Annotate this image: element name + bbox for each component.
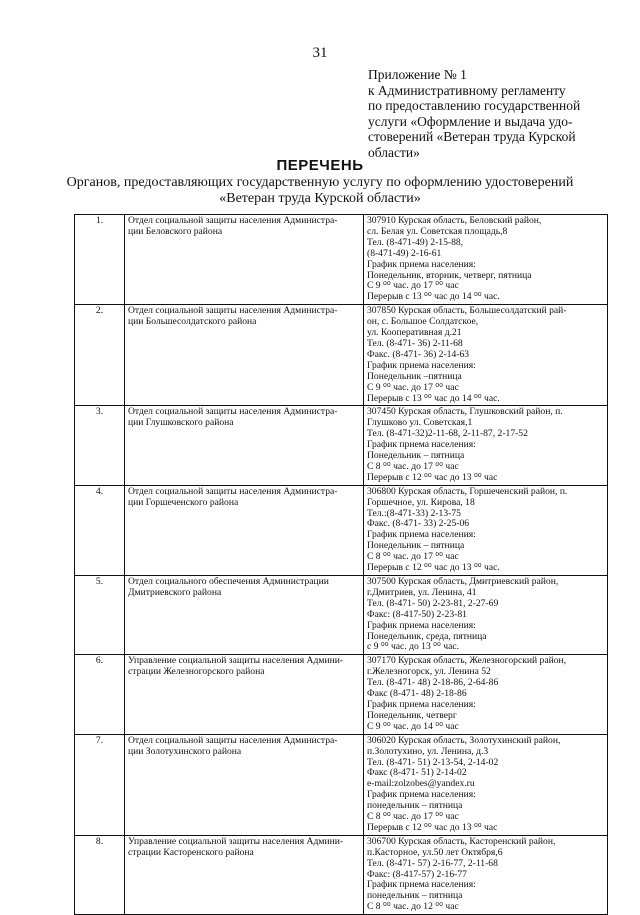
- organization-name-line: Отдел социальной защиты населения Администра-: [128, 215, 338, 226]
- contact-info-line: Факс. (8-471- 36) 2-14-63: [367, 348, 470, 360]
- contact-info: [364, 734, 608, 835]
- contact-info-line: п.Касторное, ул.50 лет Октября,6: [367, 846, 503, 858]
- contact-info-line: г.Дмитриев, ул. Ленина, 41: [367, 586, 477, 598]
- organization-name-line: Отдел социальной защиты населения Администра-: [128, 305, 338, 317]
- table-row: [75, 305, 608, 406]
- contact-info-line: ул. Кооперативная д.21: [367, 327, 462, 339]
- appendix-heading: [368, 67, 598, 160]
- contact-info-line: Факс: (8-417-57) 2-16-77: [367, 868, 467, 880]
- contact-info-line: График приема населения:: [367, 698, 476, 710]
- contact-info-line: Перерыв с 13 ⁰⁰ час до 14 ⁰⁰ час.: [367, 291, 500, 303]
- contact-info-line: 306700 Курская область, Касторенский район,: [367, 835, 556, 847]
- contact-info: [364, 305, 608, 406]
- contact-info-line: С 8 ⁰⁰ час. до 17 ⁰⁰ час: [367, 551, 459, 563]
- organizations-table: [74, 214, 608, 915]
- contact-info-line: Понедельник, четверг: [367, 709, 457, 721]
- appendix-line: стоверений «Ветеран труда Курской: [368, 129, 576, 144]
- contact-info-line: Горшечное, ул. Кирова, 18: [367, 496, 475, 508]
- contact-info-line: График приема населения:: [367, 619, 476, 631]
- contact-info: [364, 485, 608, 575]
- contact-info-line: С 8 ⁰⁰ час. до 17 ⁰⁰ час: [367, 811, 459, 823]
- organization-name-line: ции Глушковского района: [128, 417, 234, 429]
- contact-info-line: График приема населения:: [367, 439, 476, 451]
- row-number: 4.: [75, 485, 125, 575]
- contact-info-line: 306020 Курская область, Золотухинский район,: [367, 734, 561, 746]
- row-number: 6.: [75, 655, 125, 734]
- organization-name-line: ции Беловского района: [128, 225, 223, 237]
- organization-name-line: ции Большесолдатского района: [128, 316, 257, 328]
- contact-info-line: понедельник – пятница: [367, 890, 463, 902]
- contact-info-line: (8-471-49) 2-16-61: [367, 247, 442, 259]
- organization-name: [125, 406, 364, 485]
- contact-info-line: e-mail:zolzobes@yandex.ru: [367, 778, 475, 790]
- page-number: 31: [312, 45, 328, 61]
- contact-info-line: он, с. Большое Солдатское,: [367, 316, 479, 328]
- contact-info-line: С 8 ⁰⁰ час. до 17 ⁰⁰ час: [367, 460, 459, 472]
- contact-info-line: Факс: (8-417-50) 2-23-81: [367, 608, 467, 620]
- contact-info-line: Тел. (8-471- 57) 2-16-77, 2-11-68: [367, 857, 498, 869]
- contact-info-line: 307850 Курская область, Большесолдатский рай-: [367, 305, 567, 317]
- organization-name-line: Отдел социальной защиты населения Администра-: [128, 485, 338, 497]
- contact-info-line: Понедельник – пятница: [367, 540, 465, 552]
- contact-info-line: 307170 Курская область, Железногорский район,: [367, 655, 567, 667]
- contact-info-line: п.Золотухино, ул. Ленина, д.3: [367, 745, 489, 757]
- organization-name-line: страции Касторенского района: [128, 846, 254, 858]
- contact-info-line: с 9 ⁰⁰ час. до 13 ⁰⁰ час.: [367, 641, 459, 653]
- subtitle-line: «Ветеран труда Курской области»: [219, 190, 421, 206]
- contact-info-line: График приема населения:: [367, 258, 476, 270]
- contact-info: [364, 215, 608, 305]
- contact-info-line: Глушково ул. Советская,1: [367, 417, 473, 429]
- contact-info-line: Тел. (8-471-32)2-11-68, 2-11-87, 2-17-52: [367, 428, 528, 440]
- organization-name: [125, 655, 364, 734]
- row-number: 1.: [75, 215, 125, 305]
- organization-name-line: Дмитриевского района: [128, 586, 222, 598]
- organization-name-line: Отдел социальной защиты населения Администра-: [128, 734, 338, 746]
- contact-info-line: Тел. (8-471- 36) 2-11-68: [367, 337, 463, 349]
- contact-info-line: Перерыв с 12 ⁰⁰ час до 13 ⁰⁰ час: [367, 821, 498, 833]
- contact-info-line: Перерыв с 13 ⁰⁰ час до 14 ⁰⁰ час.: [367, 392, 500, 404]
- document-subtitle: [0, 175, 640, 206]
- organization-name: [125, 215, 364, 305]
- contact-info-line: Тел.:(8-471-33) 2-13-75: [367, 507, 461, 519]
- contact-info-line: График приема населения:: [367, 789, 476, 801]
- contact-info: [364, 835, 608, 914]
- contact-info-line: Факс (8-471- 48) 2-18-86: [367, 688, 467, 700]
- contact-info-line: г.Железногорск, ул. Ленина 52: [367, 666, 491, 678]
- contact-info-line: 306800 Курская область, Горшеченский район, п.: [367, 485, 568, 497]
- contact-info-line: С 9 ⁰⁰ час. до 14 ⁰⁰ час: [367, 720, 459, 732]
- row-number: 7.: [75, 734, 125, 835]
- appendix-line: к Административному регламенту: [368, 82, 566, 98]
- table-row: [75, 485, 608, 575]
- contact-info: [364, 655, 608, 734]
- contact-info-line: Понедельник –пятница: [367, 370, 462, 382]
- contact-info-line: 307910 Курская область, Беловский район,: [367, 215, 542, 226]
- contact-info-line: С 8 ⁰⁰ час. до 12 ⁰⁰ час: [367, 901, 459, 913]
- contact-info-line: 307450 Курская область, Глушковский район, п.: [367, 406, 563, 418]
- table-row: [75, 734, 608, 835]
- contact-info: [364, 576, 608, 655]
- appendix-line: по предоставлению государственной: [368, 98, 581, 113]
- contact-info-line: Понедельник – пятница: [367, 450, 465, 462]
- contact-info-line: понедельник – пятница: [367, 800, 463, 812]
- contact-info-line: График приема населения:: [367, 879, 476, 891]
- row-number: 5.: [75, 576, 125, 655]
- contact-info-line: Факс (8-471- 51) 2-14-02: [367, 767, 467, 779]
- appendix-line: области»: [368, 144, 420, 160]
- contact-info-line: Понедельник, среда, пятница: [367, 630, 487, 642]
- table-row: [75, 835, 608, 914]
- contact-info-line: Тел. (8-471- 51) 2-13-54, 2-14-02: [367, 756, 499, 768]
- contact-info-line: С 9 ⁰⁰ час. до 17 ⁰⁰ час: [367, 280, 459, 292]
- organization-name-line: страции Железногорского района: [128, 666, 265, 678]
- appendix-line: услуги «Оформление и выдача удо-: [368, 113, 573, 129]
- document-title: ПЕРЕЧЕНЬ: [276, 157, 364, 174]
- organization-name: [125, 485, 364, 575]
- table-row: [75, 576, 608, 655]
- row-number: 8.: [75, 835, 125, 914]
- table-row: [75, 215, 608, 305]
- row-number: 2.: [75, 305, 125, 406]
- contact-info: [364, 406, 608, 485]
- appendix-line: Приложение № 1: [368, 67, 467, 82]
- table-row: [75, 655, 608, 734]
- organization-name-line: Управление социальной защиты населения Админи-: [128, 655, 344, 667]
- subtitle-line: Органов, предоставляющих государственную услугу по оформлению удостоверений: [66, 175, 574, 190]
- organization-name-line: Отдел социального обеспечения Администрации: [128, 576, 329, 587]
- contact-info-line: Факс. (8-471- 33) 2-25-06: [367, 518, 470, 530]
- contact-info-line: Тел. (8-471- 50) 2-23-81, 2-27-69: [367, 597, 499, 609]
- organization-name: [125, 576, 364, 655]
- contact-info-line: График приема населения:: [367, 529, 476, 541]
- organization-name-line: Управление социальной защиты населения Админи-: [128, 835, 344, 847]
- contact-info-line: Тел. (8-471- 48) 2-18-86, 2-64-86: [367, 677, 499, 689]
- contact-info-line: С 9 ⁰⁰ час. до 17 ⁰⁰ час: [367, 381, 459, 393]
- table-row: [75, 406, 608, 485]
- organization-name-line: ции Горшеченского района: [128, 496, 239, 508]
- row-number: 3.: [75, 406, 125, 485]
- contact-info-line: График приема населения:: [367, 359, 476, 371]
- organizations-table-body: [75, 215, 608, 915]
- contact-info-line: 307500 Курская область, Дмитриевский район,: [367, 576, 559, 587]
- contact-info-line: сл. Белая ул. Советская площадь,8: [367, 225, 508, 237]
- contact-info-line: Перерыв с 12 ⁰⁰ час до 13 ⁰⁰ час.: [367, 562, 500, 574]
- organization-name: [125, 305, 364, 406]
- contact-info-line: Перерыв с 12 ⁰⁰ час до 13 ⁰⁰ час: [367, 471, 498, 483]
- contact-info-line: Тел. (8-471-49) 2-15-88,: [367, 236, 464, 248]
- organization-name: [125, 835, 364, 914]
- organization-name-line: Отдел социальной защиты населения Администра-: [128, 406, 338, 418]
- contact-info-line: Понедельник, вторник, четверг, пятница: [367, 269, 532, 281]
- organization-name: [125, 734, 364, 835]
- organization-name-line: ции Золотухинского района: [128, 745, 242, 757]
